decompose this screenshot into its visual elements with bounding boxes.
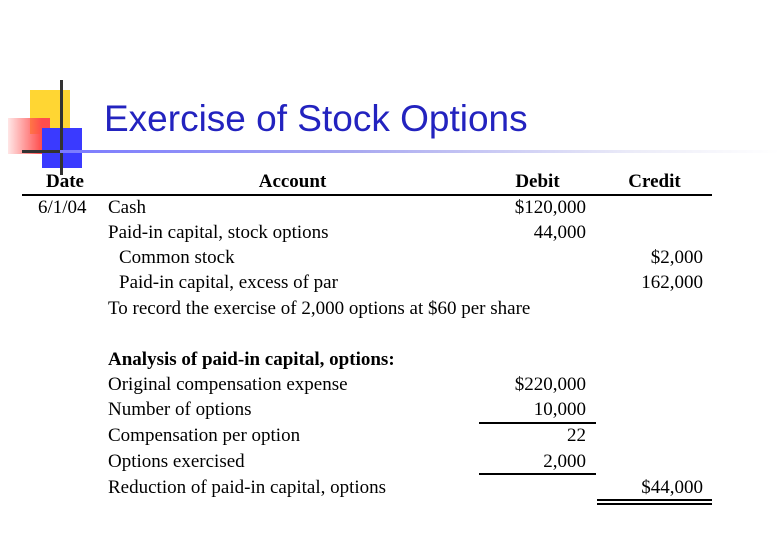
entry-memo: To record the exercise of 2,000 options at $60 per share bbox=[108, 298, 531, 319]
analysis-value: $220,000 bbox=[514, 374, 586, 395]
entry-credit: $2,000 bbox=[650, 247, 703, 268]
analysis-value: 2,000 bbox=[543, 451, 586, 472]
total-double-rule-bottom bbox=[597, 503, 712, 505]
analysis-label: Reduction of paid-in capital, options bbox=[108, 477, 387, 498]
total-double-rule-top bbox=[597, 499, 712, 501]
entry-account: Cash bbox=[108, 197, 146, 218]
analysis-heading: Analysis of paid-in capital, options: bbox=[108, 349, 395, 370]
multiplication-rule bbox=[479, 473, 596, 475]
entry-account: Paid-in capital, excess of par bbox=[119, 272, 338, 293]
logo-vertical-line bbox=[60, 80, 63, 175]
analysis-label: Compensation per option bbox=[108, 425, 301, 446]
entry-account: Common stock bbox=[119, 247, 235, 268]
slide-title: Exercise of Stock Options bbox=[104, 98, 528, 139]
analysis-value: 22 bbox=[567, 425, 586, 446]
entry-credit: 162,000 bbox=[641, 272, 703, 293]
entry-debit: $120,000 bbox=[514, 197, 586, 218]
header-account: Account bbox=[258, 171, 327, 192]
header-rule bbox=[22, 194, 712, 196]
logo-squares bbox=[0, 0, 110, 180]
analysis-label: Original compensation expense bbox=[108, 374, 348, 395]
header-debit: Debit bbox=[515, 171, 560, 192]
analysis-label: Number of options bbox=[108, 399, 252, 420]
header-date: Date bbox=[46, 171, 84, 192]
title-rule bbox=[60, 150, 780, 153]
header-credit: Credit bbox=[628, 171, 681, 192]
analysis-total: $44,000 bbox=[641, 477, 703, 498]
entry-date: 6/1/04 bbox=[38, 197, 87, 218]
analysis-label: Options exercised bbox=[108, 451, 245, 472]
analysis-value: 10,000 bbox=[533, 399, 586, 420]
entry-debit: 44,000 bbox=[533, 222, 586, 243]
entry-account: Paid-in capital, stock options bbox=[108, 222, 329, 243]
division-rule bbox=[479, 422, 596, 424]
